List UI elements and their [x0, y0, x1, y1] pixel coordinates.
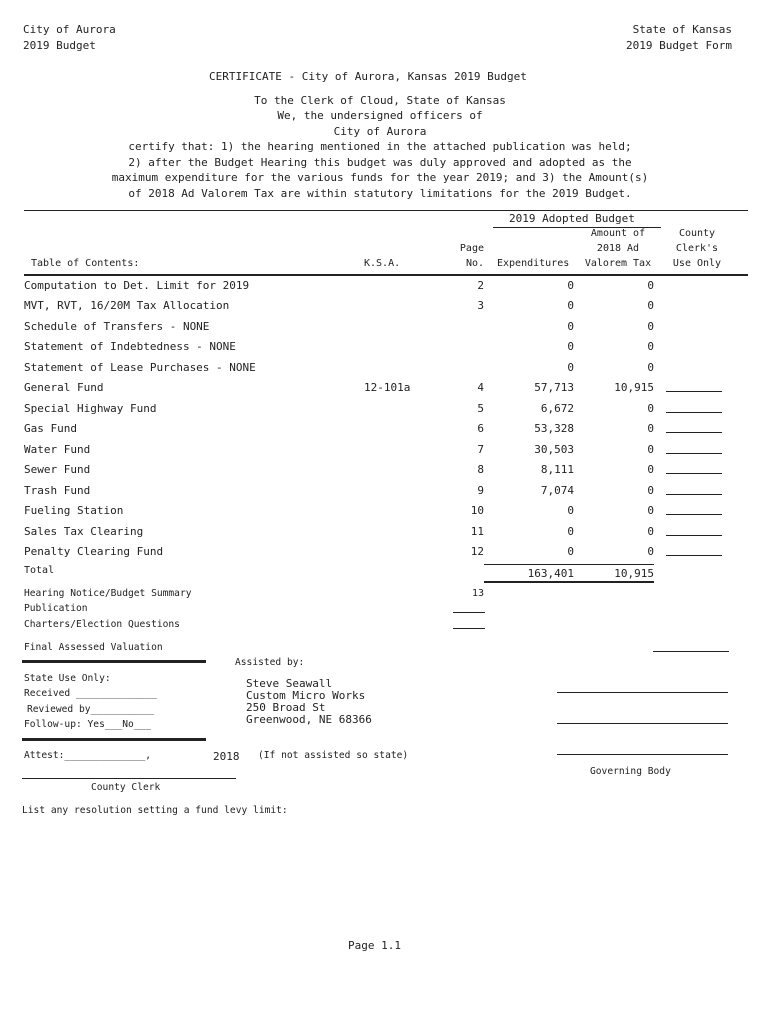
row-expenditures: 0: [567, 299, 574, 312]
row-name: Trash Fund: [24, 484, 91, 497]
row-page: 7: [477, 443, 484, 456]
row-page: 11: [470, 525, 484, 538]
row-page: 8: [477, 463, 484, 476]
row-ad-valorem: 0: [647, 484, 654, 497]
received-field[interactable]: Received ______________: [24, 688, 157, 699]
header-adv-3: Valorem Tax: [584, 258, 652, 269]
row-expenditures: 0: [567, 545, 574, 558]
row-expenditures: 0: [567, 340, 574, 353]
final-valuation-label: Final Assessed Valuation: [24, 642, 163, 653]
clerk-use-field[interactable]: [666, 525, 722, 536]
row-expenditures: 8,111: [540, 463, 574, 476]
table-row: [24, 381, 724, 395]
row-expenditures: 53,328: [534, 422, 574, 435]
row-ad-valorem: 0: [647, 320, 654, 333]
clerk-use-field[interactable]: [666, 443, 722, 454]
group-header: 2019 Adopted Budget: [509, 212, 635, 225]
row-page: 3: [477, 299, 484, 312]
state-use-bottom-rule: [22, 738, 206, 741]
row-expenditures: 0: [567, 320, 574, 333]
governing-body-signature-line[interactable]: [557, 754, 728, 755]
certificate-line: of 2018 Ad Valorem Tax are within statutory limitations for the 2019 Budget.: [128, 187, 632, 200]
header-cc-2: Clerk's: [675, 243, 719, 254]
clerk-use-field[interactable]: [666, 422, 722, 433]
certificate-line: We, the undersigned officers of: [277, 109, 483, 122]
hearing-notice-page: 13: [471, 588, 484, 599]
follow-up-field[interactable]: Follow-up: Yes___No___: [24, 719, 152, 730]
assistant-name: Steve Seawall: [246, 677, 333, 690]
table-row: [24, 279, 724, 293]
row-ad-valorem: 10,915: [614, 381, 654, 394]
clerk-use-field[interactable]: [666, 484, 722, 495]
row-expenditures: 0: [567, 279, 574, 292]
certificate-title: CERTIFICATE - City of Aurora, Kansas 2019 Budget: [209, 70, 527, 83]
clerk-use-field[interactable]: [666, 463, 722, 474]
table-row: [24, 545, 724, 559]
total-bottom-rule: [484, 581, 654, 583]
row-name: Schedule of Transfers - NONE: [24, 320, 210, 333]
governing-body-signature-line[interactable]: [557, 723, 728, 724]
row-name: Gas Fund: [24, 422, 77, 435]
table-row: [24, 525, 724, 539]
total-ad-valorem: 10,915: [614, 567, 654, 580]
row-page: 6: [477, 422, 484, 435]
state-use-top-rule: [22, 660, 206, 663]
assistant-company: Custom Micro Works: [246, 689, 366, 702]
row-page: 2: [477, 279, 484, 292]
total-expenditures: 163,401: [527, 567, 574, 580]
row-ad-valorem: 0: [647, 463, 654, 476]
governing-body-label: Governing Body: [590, 766, 671, 777]
row-expenditures: 0: [567, 504, 574, 517]
row-name: MVT, RVT, 16/20M Tax Allocation: [24, 299, 230, 312]
row-page: 4: [477, 381, 484, 394]
certificate-line: certify that: 1) the hearing mentioned in the attached publication was held;: [128, 140, 632, 153]
certificate-line: City of Aurora: [333, 125, 427, 138]
assistant-city: Greenwood, NE 68366: [246, 713, 372, 726]
county-clerk-label: County Clerk: [91, 782, 161, 793]
row-ad-valorem: 0: [647, 545, 654, 558]
city-name: City of Aurora: [23, 23, 116, 36]
header-page-1: Page: [459, 243, 484, 254]
row-name: Fueling Station: [24, 504, 124, 517]
row-ad-valorem: 0: [647, 299, 654, 312]
governing-body-signature-line[interactable]: [557, 692, 728, 693]
row-page: 5: [477, 402, 484, 415]
row-name: Sales Tax Clearing: [24, 525, 144, 538]
row-ksa: 12-101a: [364, 381, 411, 394]
assistant-street: 250 Broad St: [246, 701, 326, 714]
row-expenditures: 7,074: [540, 484, 574, 497]
certificate-line: 2) after the Budget Hearing this budget was duly approved and adopted as the: [128, 156, 632, 169]
row-ad-valorem: 0: [647, 361, 654, 374]
total-label: Total: [24, 565, 55, 576]
attest-year: 2018: [213, 750, 240, 763]
header-page-2: No.: [465, 258, 484, 269]
row-page: 10: [470, 504, 484, 517]
header-toc: Table of Contents:: [31, 258, 140, 269]
row-name: General Fund: [24, 381, 104, 394]
page-number: Page 1.1: [348, 939, 401, 952]
row-ad-valorem: 0: [647, 402, 654, 415]
row-expenditures: 6,672: [540, 402, 574, 415]
table-row: [24, 422, 724, 436]
table-row: [24, 299, 724, 313]
hearing-notice-label: Hearing Notice/Budget Summary: [24, 588, 192, 599]
charters-label: Charters/Election Questions: [24, 619, 180, 630]
clerk-use-field[interactable]: [666, 402, 722, 413]
row-name: Statement of Indebtedness - NONE: [24, 340, 236, 353]
state-use-label: State Use Only:: [24, 673, 111, 684]
header-cc-1: County: [678, 228, 716, 239]
assisted-by-label: Assisted by:: [235, 657, 305, 668]
clerk-use-field[interactable]: [666, 381, 722, 392]
state-name: State of Kansas: [632, 23, 732, 36]
final-valuation-line[interactable]: [653, 651, 729, 652]
table-row: [24, 463, 724, 477]
county-clerk-signature-line[interactable]: [22, 778, 236, 779]
row-expenditures: 0: [567, 525, 574, 538]
row-name: Special Highway Fund: [24, 402, 157, 415]
certificate-line: To the Clerk of Cloud, State of Kansas: [254, 94, 506, 107]
header-adv-1: Amount of: [590, 228, 646, 239]
row-name: Water Fund: [24, 443, 91, 456]
form-name: 2019 Budget Form: [626, 39, 732, 52]
row-name: Sewer Fund: [24, 463, 91, 476]
table-row: [24, 402, 724, 416]
row-ad-valorem: 0: [647, 340, 654, 353]
row-ad-valorem: 0: [647, 443, 654, 456]
row-name: Penalty Clearing Fund: [24, 545, 164, 558]
row-page: 12: [470, 545, 484, 558]
table-header-rule: [24, 274, 748, 276]
table-row: [24, 361, 724, 375]
row-expenditures: 57,713: [534, 381, 574, 394]
reviewed-by-field[interactable]: Reviewed by___________: [27, 704, 155, 715]
resolution-label: List any resolution setting a fund levy limit:: [22, 805, 288, 816]
row-name: Statement of Lease Purchases - NONE: [24, 361, 256, 374]
row-ad-valorem: 0: [647, 504, 654, 517]
table-row: [24, 504, 724, 518]
row-ad-valorem: 0: [647, 422, 654, 435]
row-expenditures: 0: [567, 361, 574, 374]
row-ad-valorem: 0: [647, 279, 654, 292]
clerk-use-field[interactable]: [666, 504, 722, 515]
row-ad-valorem: 0: [647, 525, 654, 538]
clerk-use-field[interactable]: [666, 545, 722, 556]
table-row: [24, 484, 724, 498]
budget-year: 2019 Budget: [23, 39, 96, 52]
table-top-rule: [24, 210, 748, 211]
table-row: [24, 443, 724, 457]
publication-label: Publication: [24, 603, 88, 614]
header-adv-2: 2018 Ad: [596, 243, 640, 254]
not-assisted-note: (If not assisted so state): [258, 750, 409, 761]
row-page: 9: [477, 484, 484, 497]
header-cc-3: Use Only: [672, 258, 722, 269]
attest-field[interactable]: Attest:______________,: [24, 750, 152, 761]
table-row: [24, 340, 724, 354]
row-expenditures: 30,503: [534, 443, 574, 456]
total-top-rule: [484, 564, 654, 565]
charters-page-line: [453, 628, 485, 629]
header-ksa: K.S.A.: [364, 258, 401, 269]
publication-page-line: [453, 612, 485, 613]
header-exp: Expenditures: [497, 258, 570, 269]
certificate-line: maximum expenditure for the various funds for the year 2019; and 3) the Amount(s): [111, 171, 649, 184]
row-name: Computation to Det. Limit for 2019: [24, 279, 250, 292]
table-row: [24, 320, 724, 334]
